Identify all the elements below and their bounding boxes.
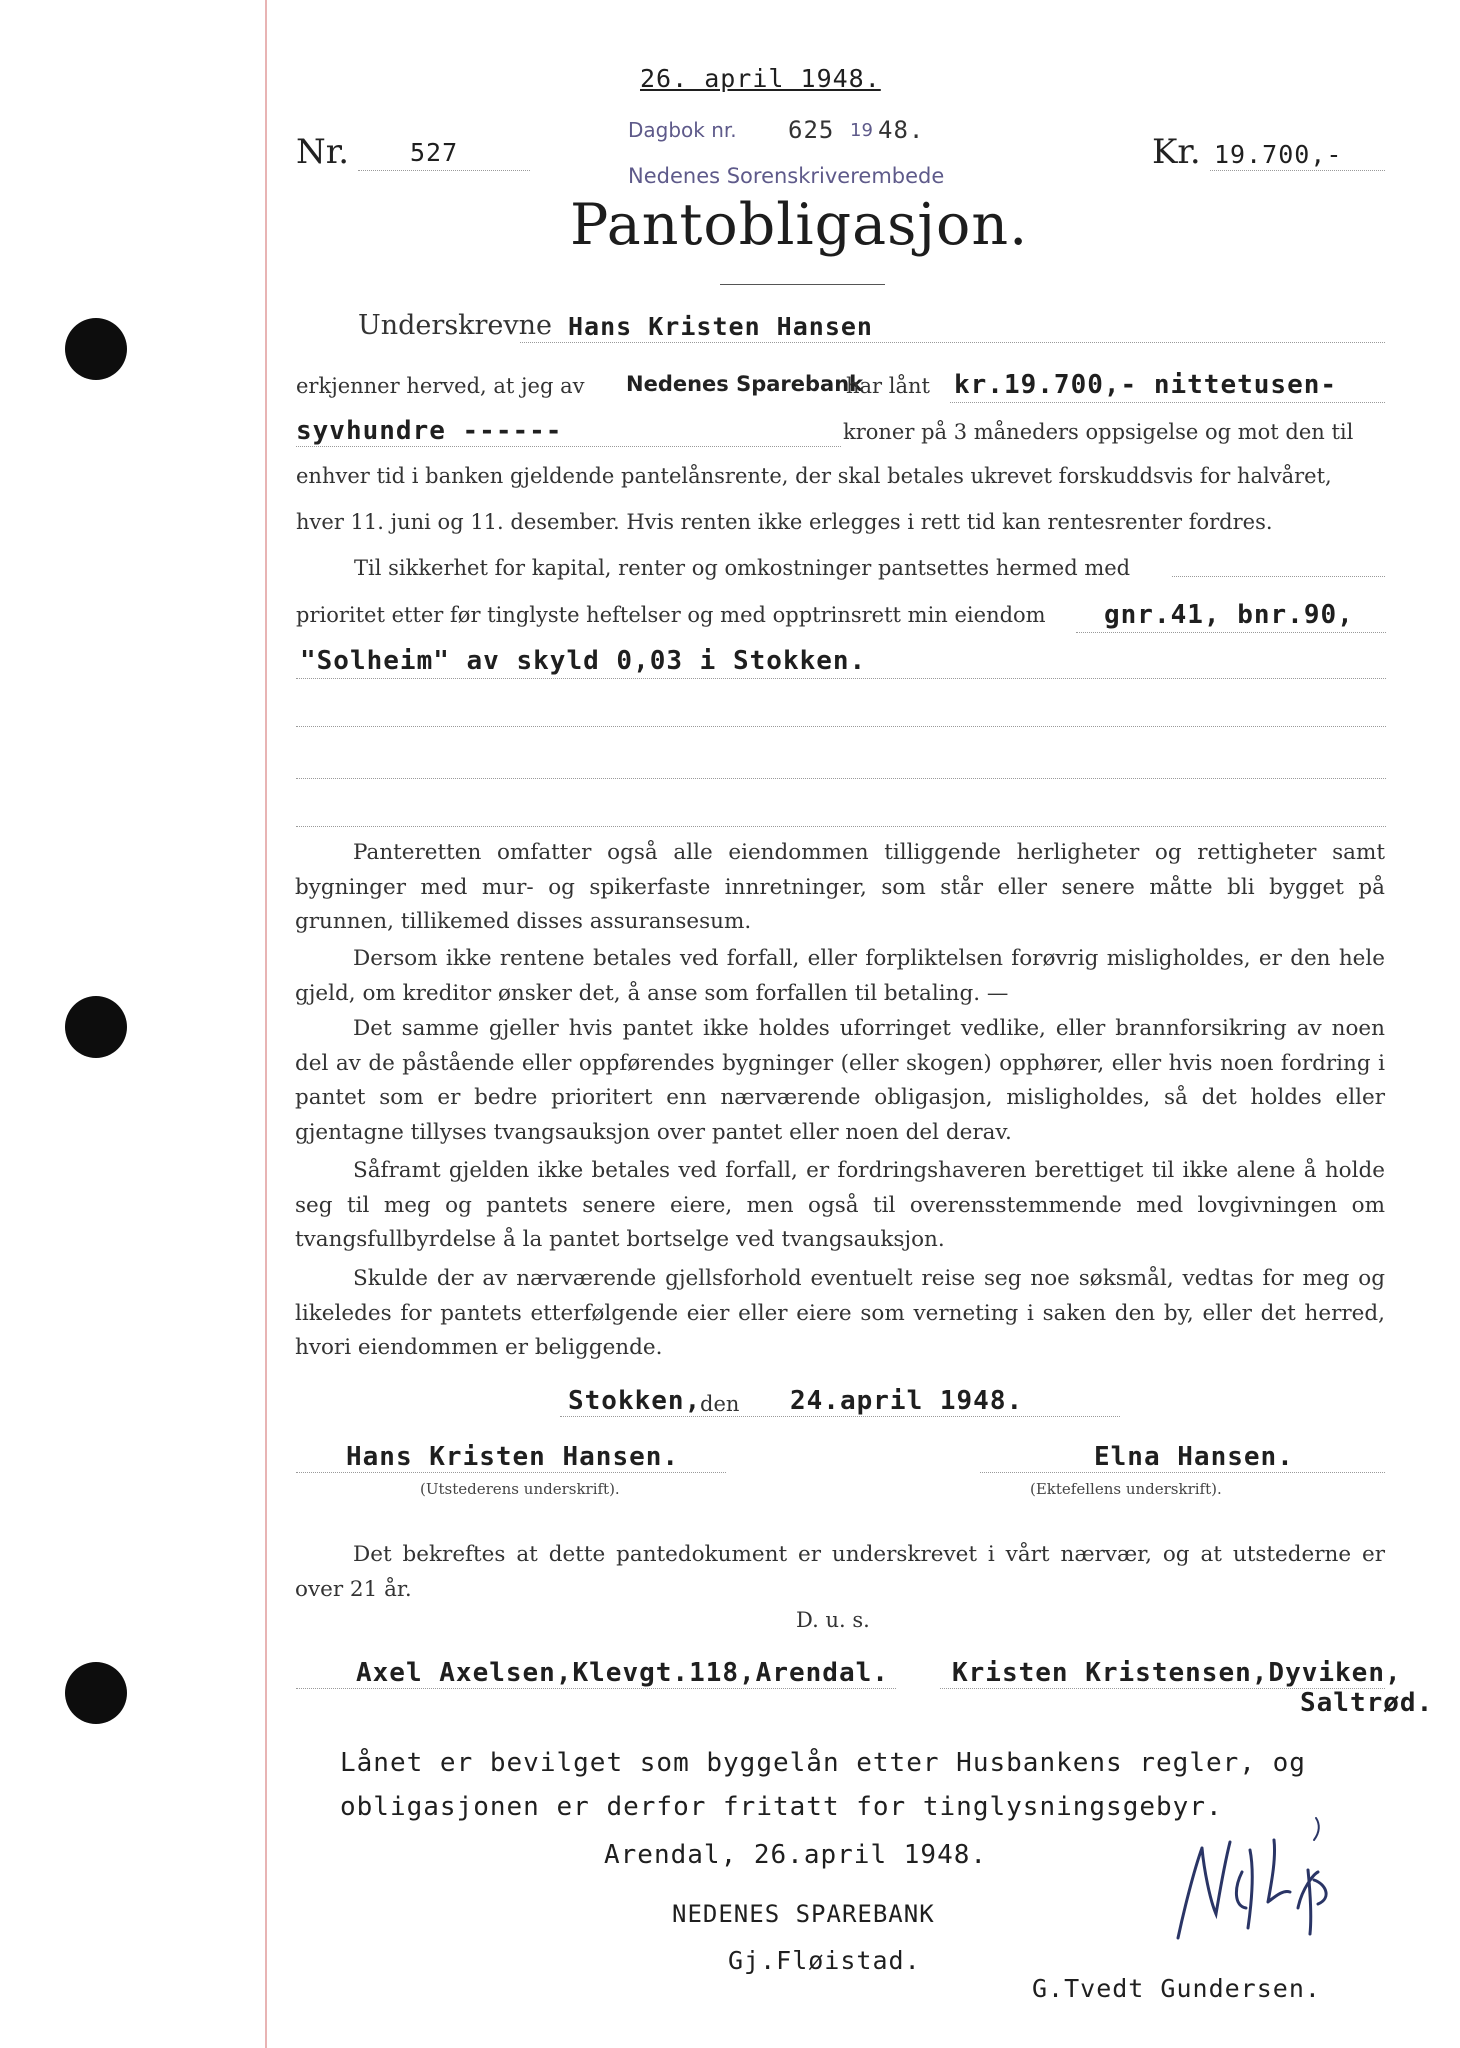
bank-note-place-date: Arendal, 26.april 1948. — [604, 1840, 988, 1870]
signing-place: Stokken, — [568, 1386, 702, 1416]
body-line-5: Til sikkerhet for kapital, renter og omkostninger pantsettes hermed med — [354, 556, 1131, 580]
witness-2-line-1: Kristen Kristensen,Dyviken, — [952, 1658, 1402, 1688]
amount-line-1 — [950, 402, 1385, 403]
property-2: "Solheim" av skyld 0,03 i Stokken. — [300, 646, 867, 676]
dagbok-label: Dagbok nr. — [628, 118, 737, 142]
witness-1: Axel Axelsen,Klevgt.118,Arendal. — [356, 1658, 889, 1688]
property-line-1 — [1076, 632, 1386, 633]
terms-paragraph-2: Dersom ikke rentene betales ved forfall, eller forpliktelsen forøvrig misligholdes, er den hele gjeld, om kreditor ønsker det, å anse som forfallen til betaling. — — [295, 946, 1385, 1006]
dus-label: D. u. s. — [796, 1608, 870, 1632]
witness-2-line-2: Saltrød. — [1300, 1688, 1434, 1718]
blank-line — [296, 778, 1386, 779]
nr-line — [358, 170, 530, 171]
bank-note-signer-2: G.Tvedt Gundersen. — [1032, 1974, 1321, 2003]
undersigned-name: Hans Kristen Hansen — [568, 312, 873, 341]
amount-text-1: kr.19.700,- nittetusen- — [954, 370, 1338, 400]
spouse-line — [980, 1472, 1385, 1473]
office-stamp: Nedenes Sorenskriverembede — [628, 164, 945, 188]
bank-note-bank-name: NEDENES SPAREBANK — [672, 1900, 935, 1928]
handwritten-initials-signature — [1150, 1810, 1350, 1950]
witness-statement: Det bekreftes at dette pantedokument er underskrevet i vårt nærvær, og at utstederne er over 21 år. — [295, 1542, 1385, 1602]
property-1: gnr.41, bnr.90, — [1104, 600, 1354, 630]
undersigned-label: Underskrevne — [358, 310, 553, 341]
amount-line-2 — [296, 446, 841, 447]
terms-paragraph-3: Det samme gjeller hvis pantet ikke holdes uforringet vedlike, eller brannforsikring av noen del av de påstående eller oppførendes bygninger (eller skogen) opphører, eller hvis noen fordring i pantet som er bedre prioritert enn nærværende obligasjon, misligholdes, så det holdes eller gjentagne tillyses tvangsauksjon over pantet eller noen del derav. — [295, 1016, 1385, 1145]
dagbok-year: 48. — [878, 116, 925, 144]
bank-note-line-2: obligasjonen er derfor fritatt for tinglysningsgebyr. — [340, 1792, 1223, 1822]
punch-hole — [65, 1662, 127, 1724]
body-line-3: enhver tid i banken gjeldende pantelånsrente, der skal betales ukrevet forskuddsvis for halvåret, — [296, 464, 1332, 488]
signer-caption: (Utstederens underskrift). — [420, 1480, 620, 1498]
terms-paragraph-5: Skulde der av nærværende gjellsforhold eventuelt reise seg noe søksmål, vedtas for meg og likeledes for pantets etterfølgende eier eller eiere som verneting i saken den by, eller det herred, hvori eiendommen er beliggende. — [295, 1266, 1385, 1360]
blank-line — [296, 726, 1386, 727]
dagbok-year-prefix: 19 — [850, 120, 873, 141]
margin-rule — [265, 0, 267, 2048]
name-line — [520, 342, 1385, 343]
property-line-2 — [296, 678, 1386, 679]
nr-label: Nr. — [296, 132, 350, 172]
spouse-caption: (Ektefellens underskrift). — [1030, 1480, 1222, 1498]
terms-paragraph-4: Såframt gjelden ikke betales ved forfall, er fordringshaveren berettiget til ikke alene å holde seg til meg og pantets senere eiere, men også til overensstemmende med lovgivningen om tvangsfullbyrdelse å la pantet bortselge ved tvangsauksjon. — [295, 1158, 1385, 1252]
body-line-2: kroner på 3 måneders oppsigelse og mot den til — [843, 420, 1354, 444]
spouse-name: Elna Hansen. — [1094, 1442, 1294, 1472]
body-line-4: hver 11. juni og 11. desember. Hvis renten ikke erlegges i rett tid kan rentesrenter fordres. — [296, 510, 1273, 534]
nr-value: 527 — [410, 138, 459, 167]
title-underline — [720, 284, 885, 285]
blank-line — [296, 826, 1386, 827]
kr-value: 19.700,- — [1214, 140, 1343, 169]
bank-note-signer-1: Gj.Fløistad. — [728, 1946, 921, 1975]
bank-name: Nedenes Sparebank — [626, 372, 864, 396]
kr-label: Kr. — [1152, 132, 1201, 172]
body-line-1: erkjenner herved, at jeg av — [296, 374, 585, 398]
line-5-fill — [1172, 576, 1385, 577]
dagbok-number: 625 — [788, 116, 835, 144]
body-line-1-mid: har lånt — [846, 374, 930, 398]
terms-paragraph-1: Panteretten omfatter også alle eiendommen tilliggende herligheter og rettigheter samt bygninger med mur- og spikerfaste innretninger, som står eller senere måtte bli bygget på grunnen, tillikemed disses assuransesum. — [295, 840, 1385, 934]
document-date: 26. april 1948. — [640, 64, 881, 93]
signer-name: Hans Kristen Hansen. — [346, 1442, 680, 1472]
witness-1-line — [296, 1688, 896, 1689]
signer-line — [296, 1472, 726, 1473]
amount-text-2: syvhundre ------ — [296, 416, 563, 446]
bank-note-line-1: Lånet er bevilget som byggelån etter Husbankens regler, og — [340, 1748, 1306, 1778]
punch-hole — [65, 996, 127, 1058]
document-title: Pantobligasjon. — [570, 192, 1029, 258]
body-line-6: prioritet etter før tinglyste heftelser og med opptrinsrett min eiendom — [296, 603, 1046, 627]
den-label: den — [700, 1392, 740, 1416]
kr-line — [1210, 170, 1385, 171]
signing-line — [560, 1416, 1120, 1417]
signing-date: 24.april 1948. — [790, 1386, 1024, 1416]
punch-hole — [65, 318, 127, 380]
